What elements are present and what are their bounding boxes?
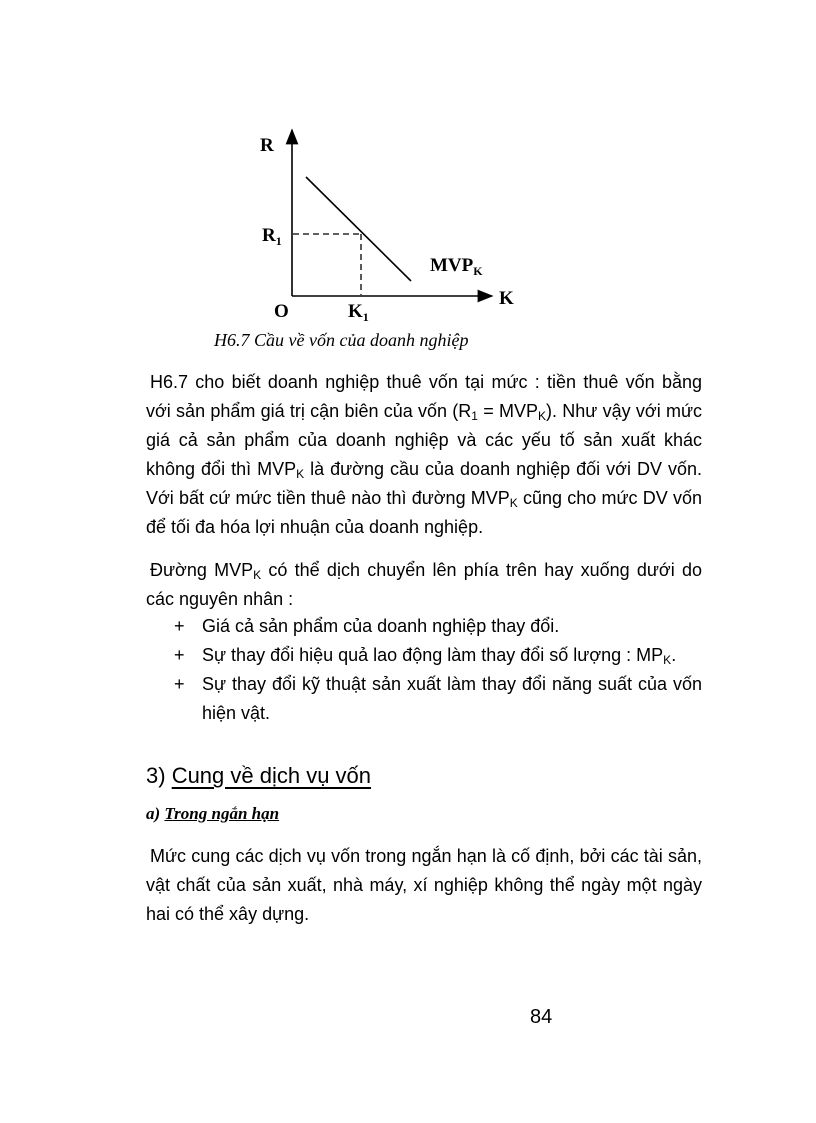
paragraph-short-run-supply: Mức cung các dịch vụ vốn trong ngắn hạn là cố định, bởi các tài sản, vật chất của sản xuất, nhà máy, xí nghiệp không thể ngày một ngày hai có thể xây dựng. (146, 846, 702, 924)
figure-graph (240, 120, 540, 330)
mvpk-curve (306, 177, 411, 281)
demand-for-capital-figure (240, 120, 540, 330)
shift-causes-list (172, 612, 702, 728)
list-item: + Sự thay đổi hiệu quả lao động làm thay đổi số lượng : $MP_K$. (174, 645, 677, 667)
x-axis-label: K (499, 288, 514, 309)
origin-label: O (274, 301, 289, 322)
k1-label: $K_1$ (348, 301, 369, 324)
y-axis-label: R (260, 135, 274, 156)
paragraph-demand-explanation: H6.7 cho biết doanh nghiệp thuê vốn tại mức : tiền thuê vốn bằng với sản phẩm giá trị cận biên của vốn $(R_1 = MVP_K)$. Như vậy với mức giá cả sản phẩm của doanh nghiệp và các yếu tố sản xuất khác không đổi thì $MVP_K$ là đường cầu của doanh nghiệp đối với DV vốn. Với bất cứ mức tiền thuê nào thì đường $MVP_K$ cũng cho mức DV vốn để tối đa hóa lợi nhuận của doanh nghiệp. (146, 372, 703, 537)
list-item: + Giá cả sản phẩm của doanh nghiệp thay đổi. (174, 616, 560, 636)
mvpk-label: $MVP_K$ (430, 255, 483, 278)
r1-label: $R_1$ (262, 225, 282, 248)
page-number: 84 (530, 1006, 553, 1028)
section-heading: 3) Cung về dịch vụ vốn (146, 763, 372, 788)
subsection-heading: a) Trong ngắn hạn (146, 804, 280, 823)
list-item: + Sự thay đổi kỹ thuật sản xuất làm thay đổi năng suất của vốn hiện vật. (174, 674, 702, 723)
figure-caption: H6.7 Cầu về vốn của doanh nghiệp (214, 330, 469, 350)
paragraph-shift-causes: Đường $MVP_K$ có thể dịch chuyển lên phía trên hay xuống dưới do các nguyên nhân : (146, 560, 702, 609)
